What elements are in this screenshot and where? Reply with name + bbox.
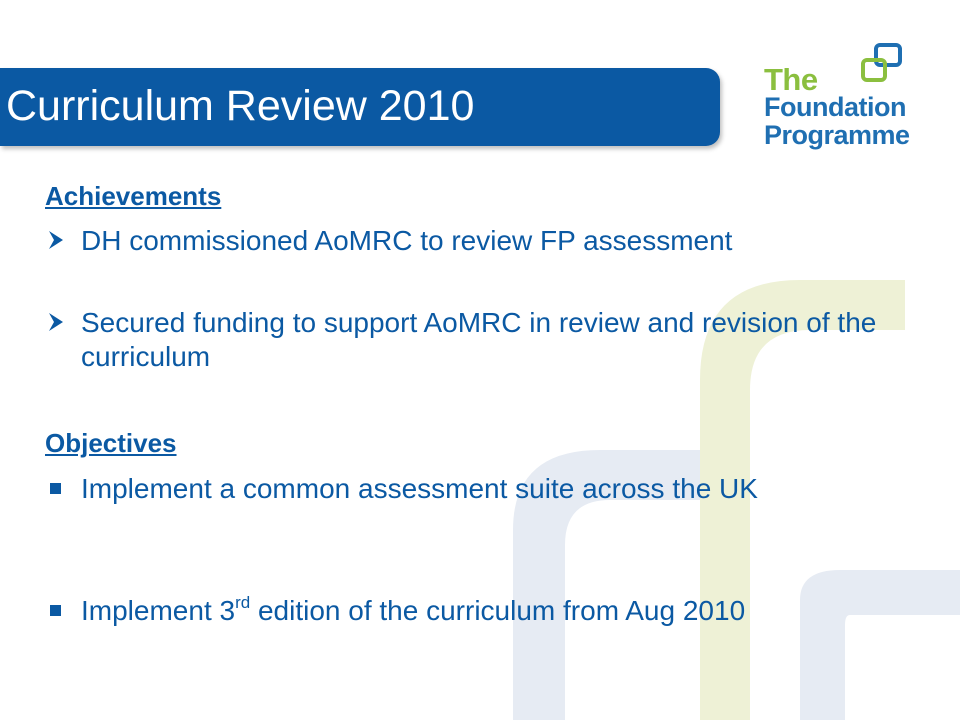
achievement-text: Secured funding to support AoMRC in review and revision of the curriculum	[81, 307, 877, 372]
objective-text	[81, 594, 921, 628]
objective-text: Implement a common assessment suite across the UK	[81, 473, 758, 504]
logo-text-programme: Programme	[764, 120, 910, 150]
slide-title: Curriculum Review 2010	[6, 82, 475, 130]
objective-text-start: Implement 3	[81, 595, 236, 626]
achievements-heading: Achievements	[45, 181, 222, 211]
arrowhead-icon	[45, 306, 75, 336]
arrowhead-icon	[45, 224, 75, 254]
logo-text-the: The	[764, 62, 818, 97]
square-icon	[45, 594, 75, 624]
square-icon	[45, 472, 75, 502]
ordinal-suffix: rd	[235, 593, 251, 612]
objectives-heading: Objectives	[45, 428, 177, 458]
achievement-text: DH commissioned AoMRC to review FP assessment	[81, 225, 733, 256]
objective-text-end: edition of the curriculum from Aug 2010	[250, 595, 746, 626]
logo-text-foundation: Foundation	[764, 92, 906, 122]
